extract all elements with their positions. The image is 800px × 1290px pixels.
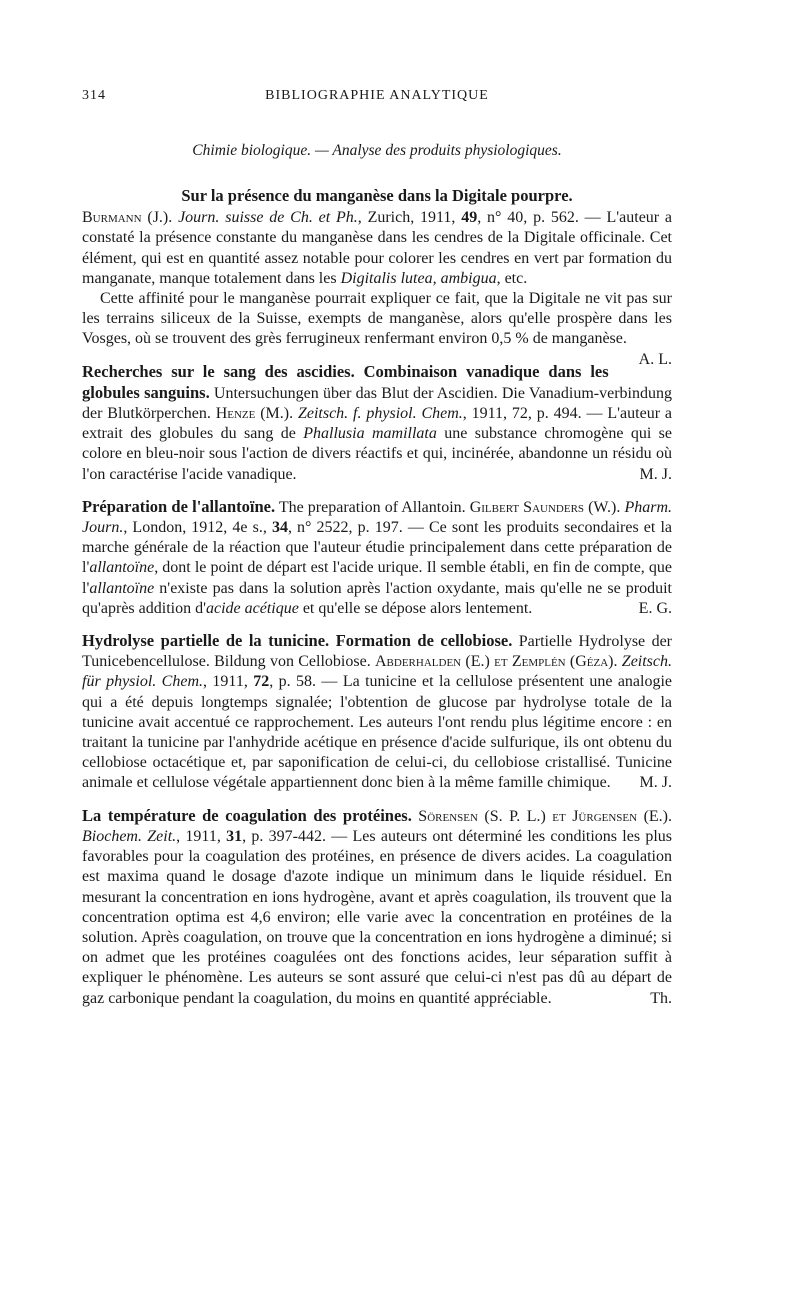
journal-name: Biochem. Zeit. (82, 827, 177, 845)
article-coagulation (82, 806, 672, 1009)
article-text: une substance chromogène qui se colore en bleu-noir sous l'action de divers réactifs et qui, incinérée, abandonne un résidu où l'on caractérise l'acide vanadique. (82, 425, 673, 483)
article-tunicine (82, 631, 672, 794)
journal-name: Zeitsch. f. physiol. Chem. (293, 405, 463, 423)
german-title: Untersuchungen über das Blut der Ascidien. Die Vanadium-verbindung der Blutkörperchen. (82, 384, 672, 423)
term-allantoine: allantoïne (89, 559, 155, 577)
article-manganese (82, 186, 673, 368)
article-text: et qu'elle se dépose alors lentement. (298, 599, 533, 617)
article-authors: Burmann (J.). (82, 209, 173, 227)
english-title: The preparation of Allantoin. (275, 498, 470, 516)
citation-place-year: , 1911, (176, 827, 227, 845)
species-name: Phallusia mamillata (303, 425, 437, 443)
journal-name: Journ. suisse de Ch. et Ph. (178, 209, 358, 227)
citation-place-year: , Zurich, 1911, (357, 209, 462, 227)
article-authors: Abderhalden (E.) et Zemplén (Géza). (375, 653, 618, 671)
citation-pages: , n° 40, p. 562. — (477, 209, 607, 227)
article-signature: E. G. (638, 599, 672, 617)
article-heading: Hydrolyse partielle de la tunicine. Formation de cellobiose. (82, 631, 513, 651)
article-text: L'auteur a constaté la présence constante du manganèse dans les cendres de la Digitale officinale. Cet élément, qui est en quantité assez notable pour colorer les cendres en vert par formation du manganate, manque totalement dans les (82, 209, 673, 287)
citation-pages: , n° 2522, p. 197. — (287, 519, 429, 537)
term-acide-acetique: acide acétique (205, 599, 299, 617)
citation-place-year: , London, 1912, 4e s., (123, 519, 272, 537)
article-heading: Sur la présence du manganèse dans la Digitale pourpre. (181, 186, 573, 205)
article-allantoine (82, 497, 672, 619)
article-text: Cette affinité pour le manganèse pourrait expliquer ce fait, que la Digitale ne vit pas sur les terrains siliceux de la Suisse, exempts de manganèse, alors qu'elle prospère dans les Vosges, où se trouvent des grès ferrugineux renfermant environ 0,5 % de manganèse. (82, 290, 672, 348)
term-allantoine: allantoïne (89, 579, 155, 597)
article-text: , etc. (496, 269, 528, 287)
article-text: , dont le point de départ est l'acide urique. Il semble établi, en fin de compte, que l' (82, 559, 672, 597)
citation-pages: , 1911, 72, p. 494. — L'auteur a extrait des globules du sang de (82, 405, 672, 443)
page-number: 314 (82, 88, 106, 103)
article-heading: La température de coagulation des protéines. (82, 805, 412, 825)
article-signature: A. L. (638, 350, 672, 368)
journal-page (82, 88, 672, 1021)
journal-name: Zeitsch. für physiol. Chem. (82, 653, 673, 691)
article-authors: Henze (M.). (215, 405, 294, 423)
article-ascidies (82, 362, 672, 485)
species-name: Digitalis lutea, ambigua (340, 269, 497, 287)
section-title: Chimie biologique. — Analyse des produits physiologiques. (192, 142, 562, 159)
journal-volume: 49 (461, 209, 478, 227)
article-signature: M. J. (639, 774, 672, 792)
article-heading: Recherches sur le sang des ascidies. Combinaison vanadique dans les globules sanguins. (82, 361, 609, 402)
article-authors: Gilbert Saunders (W.). (469, 498, 621, 516)
german-title: Partielle Hydrolyse der Tunicebencellulose. Bildung von Cellobiose. (82, 633, 672, 671)
running-header (82, 88, 672, 114)
journal-volume: 34 (271, 519, 288, 537)
article-text: La tunicine et la cellulose présentent une analogie qui a été depuis longtemps signalée; l'obtention de glucose par hydrolyse totale de la tunicine avait accentué ce rapprochement. Les auteurs l'ont rendu plus légitime encore : en traitant la tunicine par l'anhydride acétique en présence d'acide sulfurique, ils ont obtenu du cellobiose octacétique et, par saponification de celui-ci, du cellobiose cristallisé. Tunicine animale et cellulose végétale appartiennent donc bien à la même famille chimique. (82, 673, 673, 792)
article-text: n'existe pas dans la solution après l'action oxydante, mais qu'elle ne se produit qu'après addition d' (82, 579, 672, 617)
article-authors: Sörensen (S. P. L.) et Jürgensen (E.). (411, 807, 672, 825)
article-text: Les auteurs ont déterminé les conditions les plus favorables pour la coagulation des protéines, en présence de divers acides. La coagulation est maxima quand le dosage d'azote indique un minimum dans le liquide résiduel. En mesurant la concentration en ions hydrogène, avant et après coagulation, ils trouvent que la concentration optima est 4,6 environ; elle varie avec la concentration en protéines de la solution. Après coagulation, on trouve que la concentration en ions hydrogène a diminué; si on admet que les protéines coagulées ont des fonctions acides, leur séparation suffit à expliquer le phénomène. Les auteurs se sont assuré que celui-ci n'est pas dû au départ de gaz carbonique pendant la coagulation, du moins en quantité appréciable. (82, 827, 673, 1007)
running-title: BIBLIOGRAPHIE ANALYTIQUE (265, 88, 489, 103)
article-signature: Th. (650, 989, 672, 1007)
citation-place-year: , 1911, (203, 673, 254, 691)
citation-pages: , p. 397-442. — (242, 827, 353, 845)
journal-volume: 31 (226, 827, 243, 845)
article-signature: M. J. (639, 465, 672, 483)
citation-pages: , p. 58. — (269, 673, 343, 691)
journal-name: Pharm. Journ. (82, 498, 672, 537)
article-text: Ce sont les produits secondaires et la marche générale de la réaction que l'auteur étudie principalement dans cette préparation de l' (82, 519, 672, 577)
article-heading: Préparation de l'allantoïne. (82, 496, 276, 516)
journal-volume: 72 (253, 673, 270, 691)
